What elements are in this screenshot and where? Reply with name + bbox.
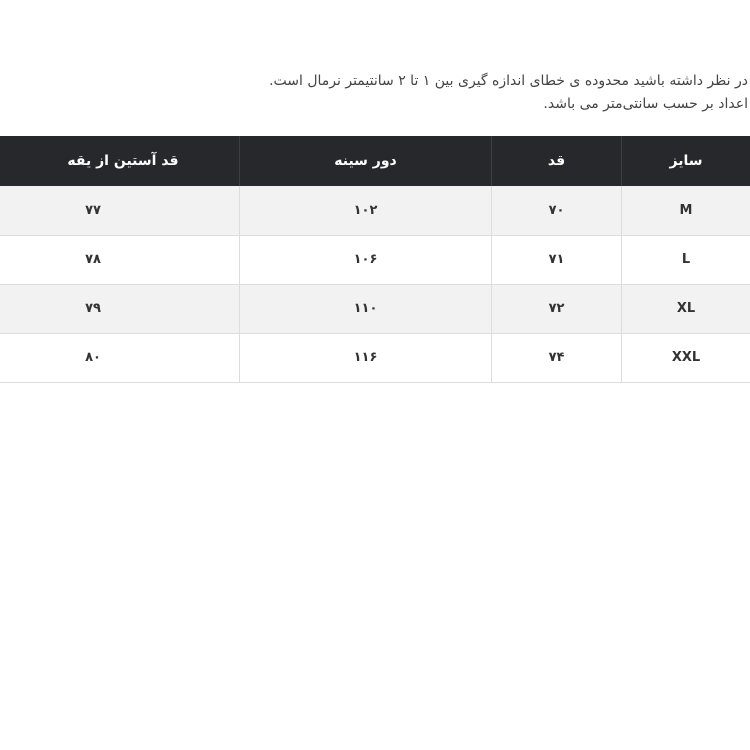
- cell-length: ۷۴: [492, 333, 622, 382]
- header-sleeve: [0, 136, 240, 186]
- table-header-row: [0, 136, 750, 186]
- cell-sleeve: [0, 284, 240, 333]
- table-row: [0, 284, 750, 333]
- header-chest: دور سینه: [240, 136, 492, 186]
- cell-sleeve: [0, 186, 240, 235]
- cell-chest: ۱۱۰: [240, 284, 492, 333]
- cell-chest: ۱۱۶: [240, 333, 492, 382]
- cell-sleeve-value: ۸۰: [85, 350, 101, 365]
- size-table-container: [0, 136, 750, 383]
- cell-length: ۷۲: [492, 284, 622, 333]
- table-row: [0, 235, 750, 284]
- cell-sleeve-value: ۷۸: [85, 252, 101, 267]
- header-length: قد: [492, 136, 622, 186]
- cell-size: XL: [622, 284, 750, 333]
- cell-sleeve: [0, 235, 240, 284]
- cell-size: M: [622, 186, 750, 235]
- table-row: [0, 333, 750, 382]
- note-line-units: اعداد بر حسب سانتی‌متر می باشد.: [543, 96, 748, 112]
- cell-sleeve-value: ۷۷: [85, 202, 101, 218]
- cell-length: ۷۰: [492, 186, 622, 235]
- cell-chest: ۱۰۶: [240, 235, 492, 284]
- cell-sleeve: [0, 333, 240, 382]
- header-size: سایز: [622, 136, 750, 186]
- cell-size: L: [622, 235, 750, 284]
- cell-chest: ۱۰۲: [240, 186, 492, 235]
- cell-sleeve-value: ۷۹: [85, 301, 101, 316]
- cell-size: XXL: [622, 333, 750, 382]
- note-line-tolerance: در نظر داشته باشید محدوده ی خطای اندازه گیری بین ۱ تا ۲ سانتیمتر نرمال است.: [269, 73, 748, 89]
- table-row: [0, 186, 750, 235]
- cell-length: ۷۱: [492, 235, 622, 284]
- header-sleeve-label: قد آستین از یقه: [67, 153, 179, 169]
- size-table: [0, 136, 750, 383]
- measurement-notes: [8, 70, 748, 116]
